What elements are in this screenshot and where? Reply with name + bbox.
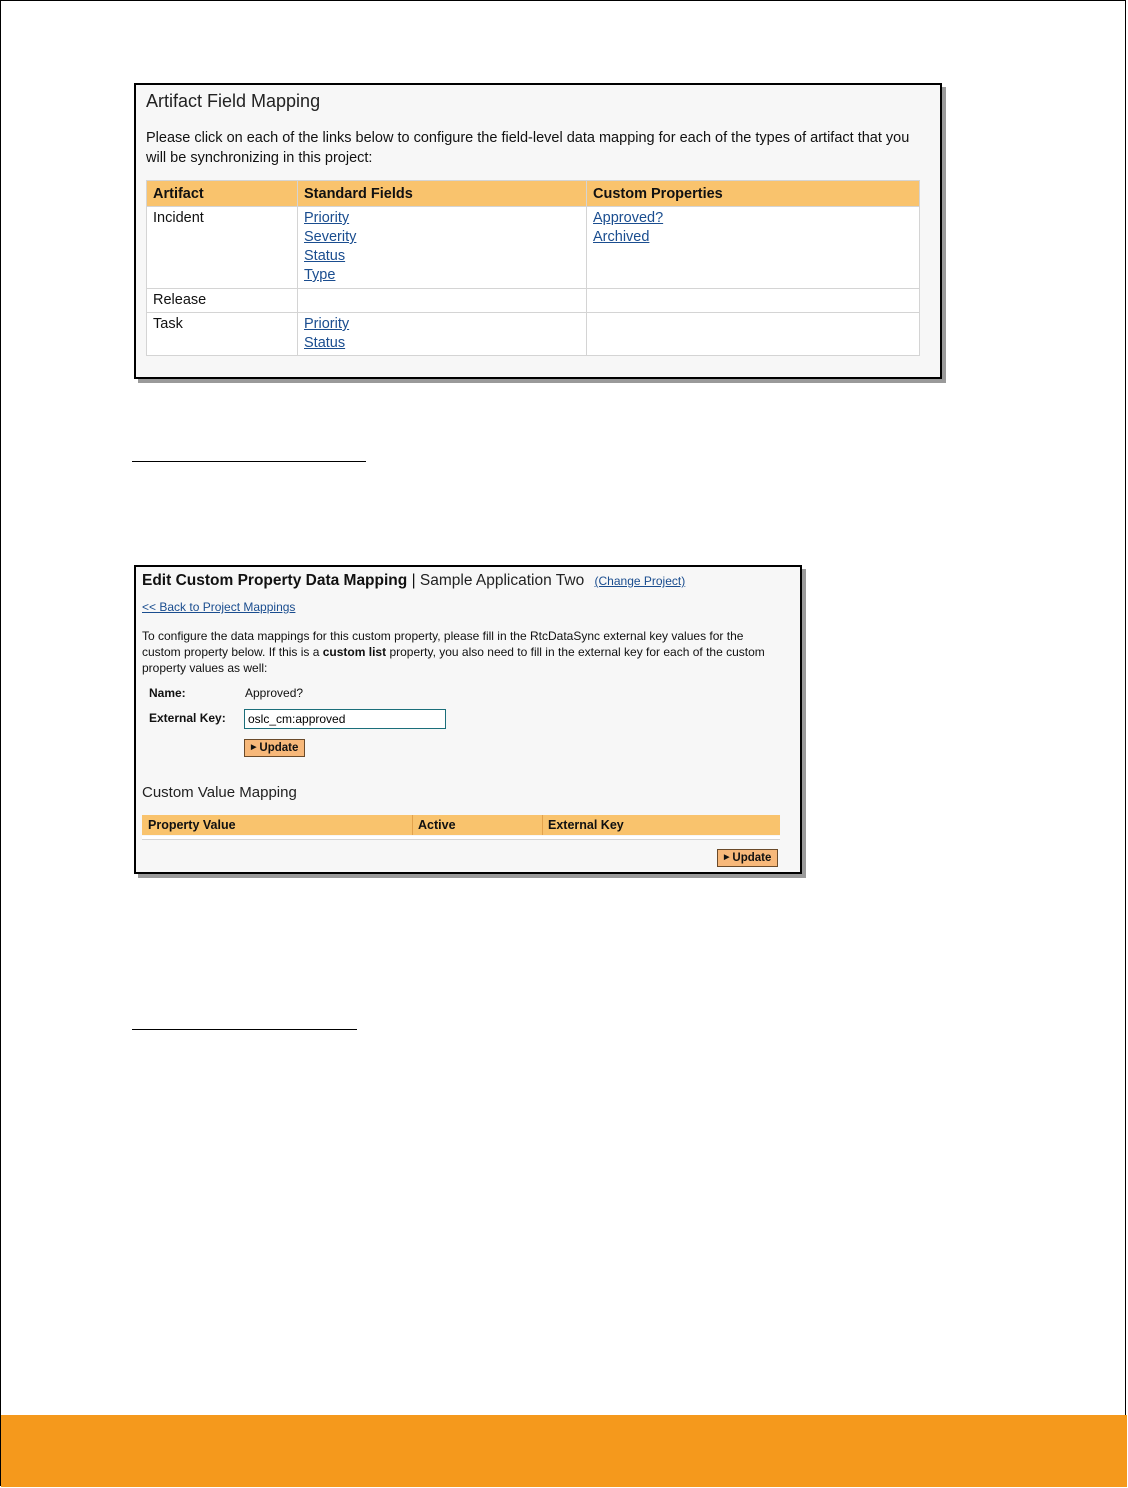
name-value: Approved? bbox=[245, 686, 304, 700]
field-link-priority[interactable]: Priority bbox=[304, 316, 350, 332]
standard-fields-cell bbox=[298, 289, 587, 313]
panel-description bbox=[142, 628, 782, 676]
artifact-cell: Release bbox=[147, 289, 298, 313]
external-key-label: External Key: bbox=[149, 711, 226, 725]
page-title: Edit Custom Property Data Mapping bbox=[142, 572, 408, 589]
column-divider bbox=[542, 815, 543, 835]
title-separator: | bbox=[411, 572, 416, 589]
panel-header bbox=[142, 572, 685, 590]
panel-title: Artifact Field Mapping bbox=[146, 91, 321, 111]
custom-value-mapping-title: Custom Value Mapping bbox=[142, 784, 297, 801]
section-divider bbox=[132, 1029, 357, 1030]
edit-custom-property-panel bbox=[134, 565, 802, 874]
column-header-custom-properties: Custom Properties bbox=[587, 181, 920, 207]
artifact-cell: Incident bbox=[147, 207, 298, 289]
project-name: Sample Application Two bbox=[419, 572, 585, 589]
description-text: property, you also need to fill in the external key for each of the custom property values as well: bbox=[142, 645, 765, 675]
column-header-external-key: External Key bbox=[548, 818, 624, 832]
column-header-active: Active bbox=[418, 818, 456, 832]
custom-properties-cell bbox=[587, 289, 920, 313]
back-to-project-mappings-link[interactable]: << Back to Project Mappings bbox=[142, 600, 296, 614]
column-divider bbox=[412, 815, 413, 835]
section-divider bbox=[132, 461, 366, 462]
name-label: Name: bbox=[149, 686, 186, 700]
table-header-row bbox=[147, 181, 920, 207]
artifact-cell: Task bbox=[147, 313, 298, 356]
property-link-approved[interactable]: Approved? bbox=[593, 210, 664, 226]
update-button-label: Update bbox=[259, 742, 299, 755]
field-link-type[interactable]: Type bbox=[304, 267, 336, 283]
field-link-status[interactable]: Status bbox=[304, 335, 346, 351]
play-icon: ▶ bbox=[724, 854, 730, 861]
play-icon: ▶ bbox=[251, 744, 257, 751]
update-button-label: Update bbox=[732, 852, 772, 865]
custom-properties-cell bbox=[587, 207, 920, 289]
panel-description: Please click on each of the links below to configure the field-level data mapping for each of the types of artifact that you will be synchronizing in this project: bbox=[146, 130, 910, 166]
external-key-input[interactable] bbox=[244, 709, 446, 729]
standard-fields-cell bbox=[298, 207, 587, 289]
update-button[interactable] bbox=[244, 739, 305, 757]
column-header-artifact: Artifact bbox=[147, 181, 298, 207]
footer-bar bbox=[1, 1415, 1127, 1487]
artifact-field-mapping-panel bbox=[134, 83, 942, 379]
table-row bbox=[147, 289, 920, 313]
field-link-severity[interactable]: Severity bbox=[304, 229, 357, 245]
update-button-bottom[interactable] bbox=[717, 849, 778, 867]
field-link-priority[interactable]: Priority bbox=[304, 210, 350, 226]
custom-value-table-header bbox=[142, 815, 780, 835]
table-row bbox=[147, 207, 920, 289]
standard-fields-cell bbox=[298, 313, 587, 356]
property-link-archived[interactable]: Archived bbox=[593, 229, 650, 245]
column-header-property-value: Property Value bbox=[148, 818, 236, 832]
custom-properties-cell bbox=[587, 313, 920, 356]
description-bold: custom list bbox=[322, 645, 387, 659]
artifact-mapping-table bbox=[146, 180, 920, 356]
change-project-link[interactable]: (Change Project) bbox=[594, 574, 686, 588]
description-text: To configure the data mappings for this custom property, please fill in the RtcDataSync external key values for the custom property below. If this is a bbox=[142, 629, 744, 659]
column-header-standard-fields: Standard Fields bbox=[298, 181, 587, 207]
field-link-status[interactable]: Status bbox=[304, 248, 346, 264]
table-row bbox=[147, 313, 920, 356]
custom-value-table-body bbox=[142, 836, 780, 840]
